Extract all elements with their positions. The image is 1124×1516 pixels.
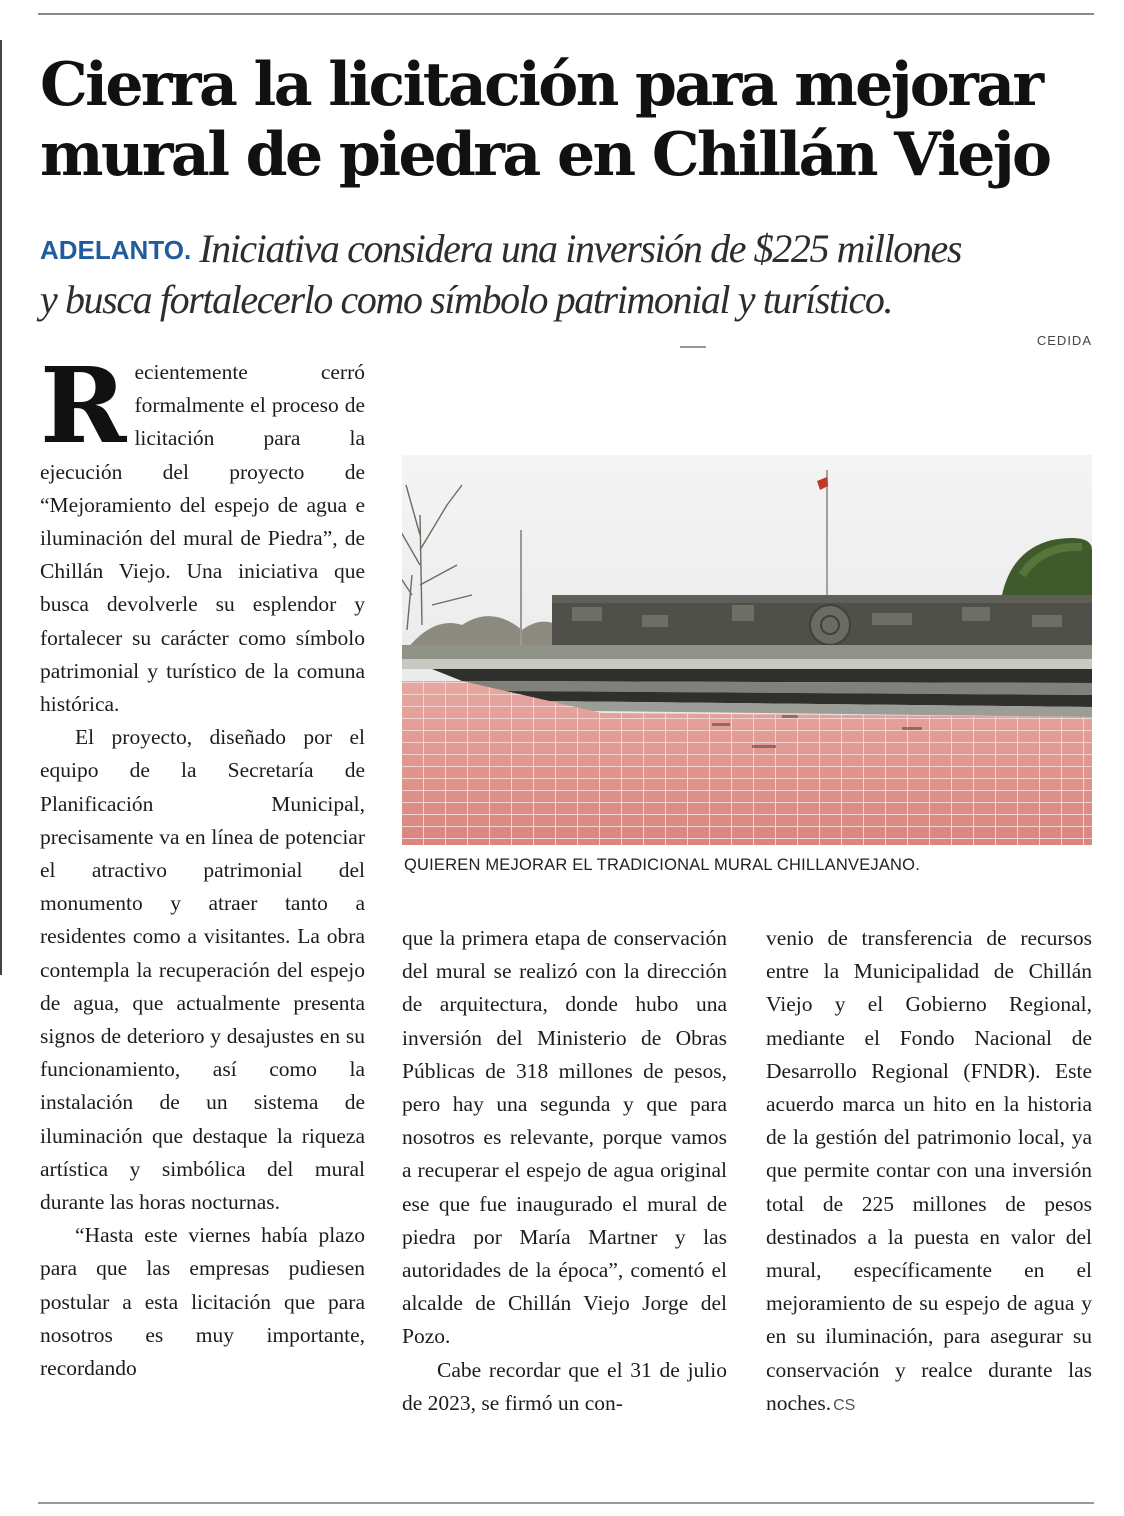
mural-photo-image: [402, 455, 1092, 845]
article-column-2: [402, 922, 727, 1420]
subheadline: [40, 224, 1100, 325]
subhead-line-1: Iniciativa considera una inversión de $225 millones: [199, 226, 962, 271]
paragraph: [40, 344, 365, 721]
photo-credit: CEDIDA: [1036, 333, 1092, 348]
top-rule: [38, 13, 1094, 15]
paragraph-text: venio de transferencia de recursos entre la Municipalidad de Chillán Viejo y el Gobierno Regional, mediante el Fondo Nacional de Desarrollo Regional (FNDR). Este acuerdo marca un hito en la historia de la gestión del patrimonio local, ya que permite contar con una inversión total de 225 millones de pesos destinados a la puesta en valor del mural, específicamente en el mejoramiento de su espejo de agua y en su iluminación, para asegurar su conservación y realce durante las noches.: [766, 926, 1092, 1415]
mural-photo: [402, 455, 1092, 845]
paragraph-text: ecientemente cerró formalmente el proceso de licitación para la ejecución del proyecto de “Mejoramiento del espejo de agua e iluminación del mural de Piedra”, de Chillán Viejo. Una iniciativa que busca devolverle su esplendor y fortalecer su carácter como símbolo patrimonial y turístico de la comuna histórica.: [40, 360, 365, 717]
paragraph: Cabe recordar que el 31 de julio de 2023, se firmó un con-: [402, 1357, 727, 1415]
article-column-1: [40, 344, 365, 1385]
paragraph: que la primera etapa de conservación del mural se realizó con la dirección de arquitectura, donde hubo una inversión del Ministerio de Obras Públicas de 318 millones de pesos, pero hay una segunda y que para nosotros es relevante, porque vamos a recuperar el espejo de agua original ese que fue inaugurado el mural de piedra por María Martner y las autoridades de la época”, comentó el alcalde de Chillán Viejo Jorge del Pozo.: [402, 926, 727, 1349]
subhead-line-2: y busca fortalecerlo como símbolo patrimonial y turístico.: [40, 277, 893, 322]
dropcap: R: [40, 344, 127, 467]
headline: [40, 50, 1100, 190]
left-rule: [0, 40, 2, 975]
kicker-label: ADELANTO.: [40, 235, 192, 265]
article-column-3: [766, 922, 1092, 1422]
paragraph: “Hasta este viernes había plazo para que las empresas pudiesen postular a esta licitación que para nosotros es muy importante, recordando: [40, 1223, 365, 1381]
paragraph: [766, 922, 1092, 1422]
water-mirror: [402, 659, 1092, 669]
bottom-rule: [38, 1502, 1094, 1504]
photo-caption: QUIEREN MEJORAR EL TRADICIONAL MURAL CHILLANVEJANO.: [404, 856, 920, 874]
end-mark: CS: [833, 1396, 856, 1414]
mural-emblem: [810, 605, 850, 645]
headline-line-1: Cierra la licitación para mejorar: [40, 50, 1042, 120]
headline-line-2: mural de piedra en Chillán Viejo: [40, 120, 1050, 190]
paragraph: El proyecto, diseñado por el equipo de la Secretaría de Planificación Municipal, precisamente va en línea de potenciar el atractivo patrimonial del monumento y atraer tanto a residentes como a visitantes. La obra contempla la recuperación del espejo de agua, que actualmente presenta signos de deterioro y desajustes en su funcionamiento, así como la instalación de un sistema de iluminación que destaque la riqueza artística y simbólica del mural durante las horas nocturnas.: [40, 725, 365, 1215]
credit-divider: [680, 346, 706, 348]
